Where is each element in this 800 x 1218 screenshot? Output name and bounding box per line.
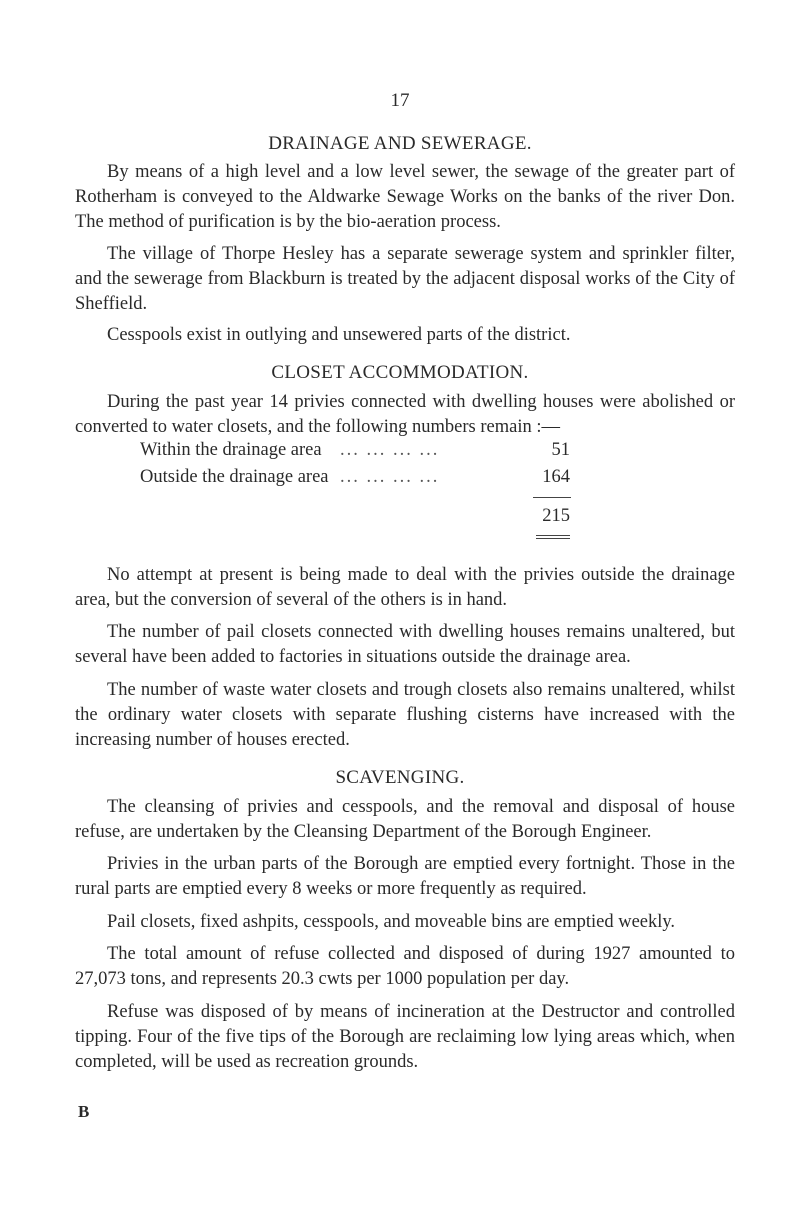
drainage-paragraph-2: The village of Thorpe Hesley has a separate sewerage system and sprinkler filter, and the sewerage from Blackburn is treated by the adjacent disposal works of the City of Sheffield. [75,244,735,314]
sum-rule [533,497,571,498]
total-double-rule-bottom [536,538,570,539]
drainage-paragraph-1: By means of a high level and a low level sewer, the sewage of the greater part of Rotherham is conveyed to the Aldwarke Sewage Works on the banks of the river Don. The method of purification is by the bio-aeration process. [75,162,735,232]
closet-intro-paragraph: During the past year 14 privies connected with dwelling houses were abolished or converted to water closets, and the following numbers remain :— [75,392,735,437]
table-row [140,440,580,467]
leader-dots: ... ... ... ... [340,467,440,487]
table-row [140,467,580,494]
total-double-rule-top [536,535,570,536]
privies-count-table [140,440,580,494]
drainage-paragraph-3: Cesspools exist in outlying and unsewered parts of the district. [107,325,571,345]
row-value: 51 [551,440,570,460]
scavenging-paragraph-4: The total amount of refuse collected and disposed of during 1927 amounted to 27,073 tons, and represents 20.3 cwts per 1000 population per day. [75,944,735,989]
row-label: Outside the drainage area [140,467,329,487]
scavenging-heading: SCAVENGING. [335,767,465,788]
closet-paragraph-3: The number of waste water closets and trough closets also remains unaltered, whilst the ordinary water closets with separate flushing cisterns have increased with the increasing number of houses erected. [75,680,735,750]
table-total: 215 [542,506,570,526]
page-number: 17 [390,90,410,111]
leader-dots: ... ... ... ... [340,440,440,460]
closet-heading: CLOSET ACCOMMODATION. [271,362,529,383]
closet-paragraph-2: The number of pail closets connected with dwelling houses remains unaltered, but several have been added to factories in situations outside the drainage area. [75,622,735,667]
scavenging-paragraph-1: The cleansing of privies and cesspools, and the removal and disposal of house refuse, are undertaken by the Cleansing Department of the Borough Engineer. [75,797,735,842]
signature-mark: B [78,1102,90,1121]
row-value: 164 [542,467,570,487]
row-label: Within the drainage area [140,440,322,460]
closet-paragraph-1: No attempt at present is being made to deal with the privies outside the drainage area, but the conversion of several of the others is in hand. [75,565,735,610]
scavenging-paragraph-3: Pail closets, fixed ashpits, cesspools, and moveable bins are emptied weekly. [107,912,676,932]
scavenging-paragraph-5: Refuse was disposed of by means of incineration at the Destructor and controlled tipping. Four of the five tips of the Borough are reclaiming low lying areas which, when completed, will be used as recreation grounds. [75,1002,735,1072]
scavenging-paragraph-2: Privies in the urban parts of the Borough are emptied every fortnight. Those in the rural parts are emptied every 8 weeks or more frequently as required. [75,854,735,899]
drainage-heading: DRAINAGE AND SEWERAGE. [268,133,532,154]
